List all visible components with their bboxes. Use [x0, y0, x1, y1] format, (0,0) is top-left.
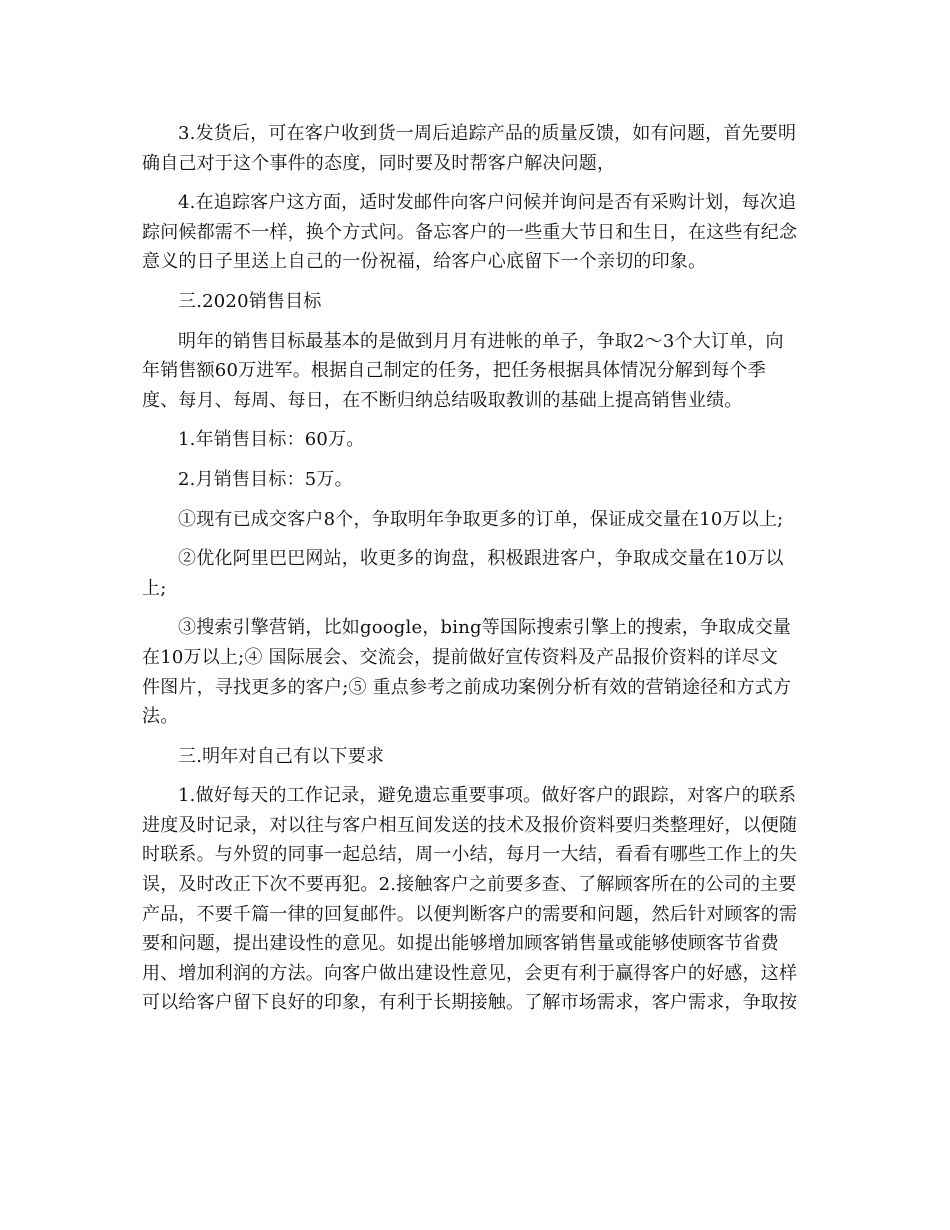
paragraph	[142, 327, 817, 416]
paragraph	[142, 613, 817, 731]
paragraph-spacer	[142, 495, 817, 505]
text-line: 4.在追踪客户这方面，适时发邮件向客户问候并询问是否有采购计划，每次追	[178, 192, 797, 214]
paragraph-spacer	[142, 732, 817, 742]
paragraph-spacer	[142, 277, 817, 287]
text-line: 1.做好每天的工作记录，避免遗忘重要事项。做好客户的跟踪，对客户的联系	[178, 785, 797, 807]
text-line: 要和问题，提出建设性的意见。如提出能够增加顾客销售量或能够使顾客节省费	[142, 933, 779, 955]
text-line: 明年的销售目标最基本的是做到月月有进帐的单子，争取2～3个大订单，向	[178, 330, 784, 352]
text-line: 进度及时记录，对以往与客户相互间发送的技术及报价资料要归类整理好，以便随	[142, 814, 798, 836]
text-line: 法。	[142, 706, 179, 728]
paragraph-spacer	[142, 534, 817, 544]
text-line: 意义的日子里送上自己的一份祝福，给客户心底留下一个亲切的印象。	[142, 251, 707, 273]
text-line: 用、增加利润的方法。向客户做出建设性意见，会更有利于赢得客户的好感，这样	[142, 962, 798, 984]
text-line: 在10万以上;④ 国际展会、交流会，提前做好宣传资料及产品报价资料的详尽文	[142, 646, 779, 668]
text-line: 上;	[142, 577, 167, 599]
paragraph	[142, 287, 817, 317]
text-line: ③搜索引擎营销，比如google，bing等国际搜索引擎上的搜索，争取成交量	[178, 617, 792, 639]
text-line: 可以给客户留下良好的印象，有利于长期接触。了解市场需求，客户需求，争取按	[142, 992, 798, 1014]
text-line: 三.2020销售目标	[178, 290, 322, 312]
text-line: 时联系。与外贸的同事一起总结，周一小结，每月一大结，看看有哪些工作上的失	[142, 844, 798, 866]
paragraph-spacer	[142, 455, 817, 465]
paragraph-spacer	[142, 603, 817, 613]
text-line: 1.年销售目标：60万。	[178, 429, 365, 451]
text-line: 确自己对于这个事件的态度，同时要及时帮客户解决问题，	[142, 152, 616, 174]
paragraph	[142, 425, 817, 455]
paragraph-spacer	[142, 771, 817, 781]
paragraph	[142, 781, 817, 1018]
text-line: 踪问候都需不一样，换个方式问。备忘客户的一些重大节日和生日，在这些有纪念	[142, 221, 798, 243]
paragraph	[142, 505, 817, 535]
text-line: 件图片，寻找更多的客户;⑤ 重点参考之前成功案例分析有效的营销途径和方式方	[142, 676, 792, 698]
text-line: 误，及时改正下次不要再犯。2.接触客户之前要多查、了解顾客所在的公司的主要	[142, 874, 797, 896]
text-line: ①现有已成交客户8个，争取明年争取更多的订单，保证成交量在10万以上;	[178, 508, 784, 530]
text-line: 2.月销售目标：5万。	[178, 468, 353, 490]
paragraph-spacer	[142, 317, 817, 327]
paragraph	[142, 742, 817, 772]
paragraph-spacer	[142, 415, 817, 425]
document-body	[142, 119, 817, 1018]
text-line: 产品，不要千篇一律的回复邮件。以便判断客户的需要和问题，然后针对顾客的需	[142, 903, 798, 925]
text-line: 三.明年对自己有以下要求	[178, 745, 385, 767]
paragraph-spacer	[142, 178, 817, 188]
paragraph	[142, 188, 817, 277]
paragraph	[142, 544, 817, 603]
text-line: 度、每月、每周、每日，在不断归纳总结吸取教训的基础上提高销售业绩。	[142, 389, 743, 411]
text-line: ②优化阿里巴巴网站，收更多的询盘，积极跟进客户，争取成交量在10万以	[178, 548, 784, 570]
paragraph	[142, 465, 817, 495]
text-line: 3.发货后，可在客户收到货一周后追踪产品的质量反馈，如有问题，首先要明	[178, 123, 797, 144]
paragraph	[142, 119, 817, 178]
text-line: 年销售额60万进军。根据自己制定的任务，把任务根据具体情况分解到每个季	[142, 360, 766, 382]
